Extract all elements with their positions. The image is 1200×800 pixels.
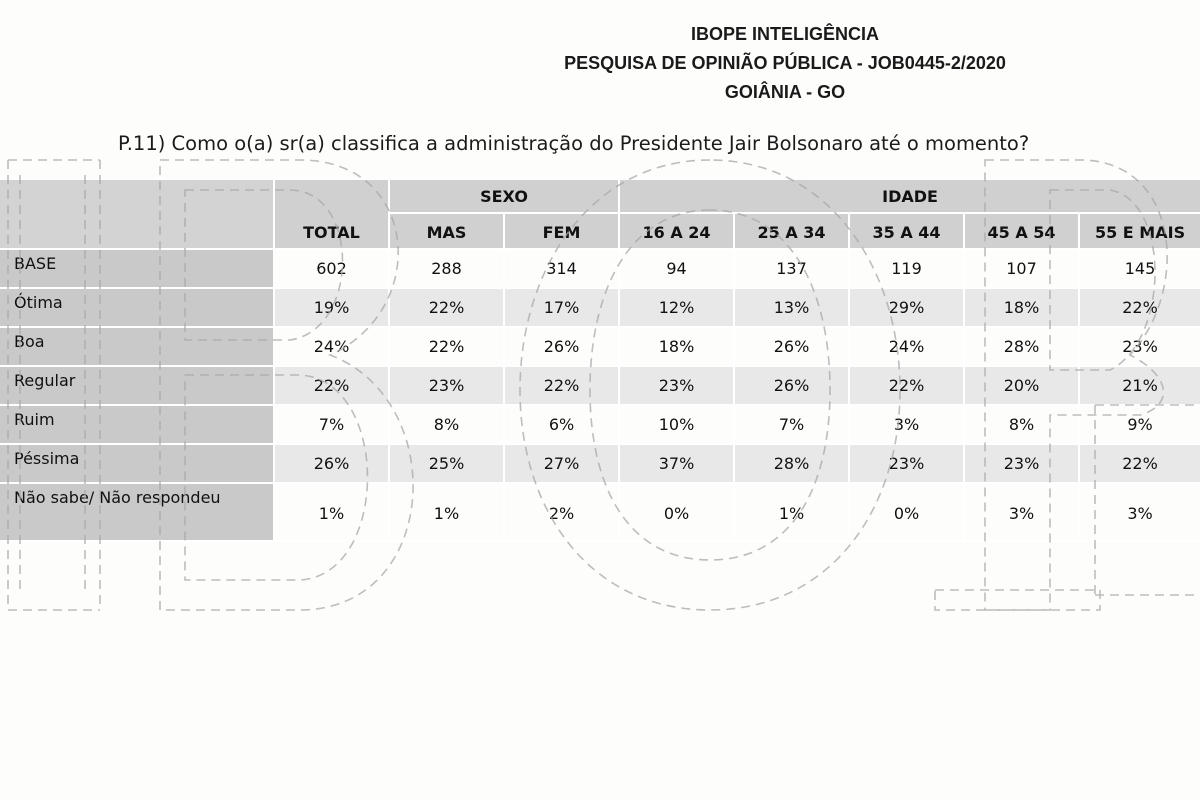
table-cell: 12% bbox=[619, 288, 734, 327]
table-cell: 94 bbox=[619, 249, 734, 288]
table-row-regular bbox=[0, 366, 1200, 405]
table-cell: 2% bbox=[504, 483, 619, 541]
table-cell: 23% bbox=[964, 444, 1079, 483]
table-cell: 7% bbox=[734, 405, 849, 444]
table-cell: 602 bbox=[274, 249, 389, 288]
table-cell: 0% bbox=[619, 483, 734, 541]
row-label: Boa bbox=[0, 327, 274, 366]
table-cell: 3% bbox=[964, 483, 1079, 541]
table-cell: 23% bbox=[389, 366, 504, 405]
table-cell: 26% bbox=[734, 366, 849, 405]
table-row-boa bbox=[0, 327, 1200, 366]
row-label: Ruim bbox=[0, 405, 274, 444]
group-header-sexo: SEXO bbox=[389, 180, 619, 213]
survey-title: PESQUISA DE OPINIÃO PÚBLICA - JOB0445-2/2020 bbox=[564, 53, 1006, 73]
results-table bbox=[0, 180, 1200, 542]
table-cell: 22% bbox=[1079, 288, 1200, 327]
table-cell: 3% bbox=[1079, 483, 1200, 541]
table-cell: 21% bbox=[1079, 366, 1200, 405]
table-row-ruim bbox=[0, 405, 1200, 444]
table-cell: 145 bbox=[1079, 249, 1200, 288]
table-row-nao-sabe bbox=[0, 483, 1200, 541]
table-cell: 27% bbox=[504, 444, 619, 483]
table-cell: 119 bbox=[849, 249, 964, 288]
table-cell: 22% bbox=[389, 327, 504, 366]
table-cell: 17% bbox=[504, 288, 619, 327]
row-label: BASE bbox=[0, 249, 274, 288]
question-text: P.11) Como o(a) sr(a) classifica a administração do Presidente Jair Bolsonaro até o momento? bbox=[118, 132, 1030, 155]
table-cell: 24% bbox=[274, 327, 389, 366]
table-cell: 20% bbox=[964, 366, 1079, 405]
table-cell: 1% bbox=[389, 483, 504, 541]
table-cell: 137 bbox=[734, 249, 849, 288]
table-cell: 28% bbox=[964, 327, 1079, 366]
table-cell: 13% bbox=[734, 288, 849, 327]
table-cell: 288 bbox=[389, 249, 504, 288]
institute-title: IBOPE INTELIGÊNCIA bbox=[690, 24, 879, 44]
table-cell: 23% bbox=[1079, 327, 1200, 366]
col-header-16-24: 16 A 24 bbox=[619, 213, 734, 249]
table-cell: 22% bbox=[1079, 444, 1200, 483]
col-header-55-mais: 55 E MAIS bbox=[1079, 213, 1200, 249]
table-cell: 26% bbox=[734, 327, 849, 366]
table-cell: 26% bbox=[504, 327, 619, 366]
table-cell: 22% bbox=[274, 366, 389, 405]
col-header-35-44: 35 A 44 bbox=[849, 213, 964, 249]
table-cell: 3% bbox=[849, 405, 964, 444]
table-cell: 0% bbox=[849, 483, 964, 541]
table-cell: 107 bbox=[964, 249, 1079, 288]
report-header bbox=[0, 20, 1200, 107]
col-header-total: TOTAL bbox=[274, 180, 389, 249]
table-cell: 19% bbox=[274, 288, 389, 327]
row-label: Ótima bbox=[0, 288, 274, 327]
table-cell: 23% bbox=[849, 444, 964, 483]
table-cell: 18% bbox=[619, 327, 734, 366]
table-row-base bbox=[0, 249, 1200, 288]
table-cell: 23% bbox=[619, 366, 734, 405]
table-cell: 10% bbox=[619, 405, 734, 444]
table-cell: 1% bbox=[274, 483, 389, 541]
table-cell: 8% bbox=[389, 405, 504, 444]
table-cell: 22% bbox=[849, 366, 964, 405]
table-cell: 18% bbox=[964, 288, 1079, 327]
col-header-25-34: 25 A 34 bbox=[734, 213, 849, 249]
row-label: Péssima bbox=[0, 444, 274, 483]
col-header-fem: FEM bbox=[504, 213, 619, 249]
table-cell: 29% bbox=[849, 288, 964, 327]
table-cell: 1% bbox=[734, 483, 849, 541]
table-cell: 22% bbox=[389, 288, 504, 327]
table-cell: 9% bbox=[1079, 405, 1200, 444]
col-header-mas: MAS bbox=[389, 213, 504, 249]
table-cell: 37% bbox=[619, 444, 734, 483]
table-cell: 314 bbox=[504, 249, 619, 288]
row-label: Regular bbox=[0, 366, 274, 405]
row-label: Não sabe/ Não respondeu bbox=[0, 483, 274, 541]
table-cell: 24% bbox=[849, 327, 964, 366]
location-title: GOIÂNIA - GO bbox=[724, 82, 846, 102]
col-header-45-54: 45 A 54 bbox=[964, 213, 1079, 249]
table-row-pessima bbox=[0, 444, 1200, 483]
group-header-idade: IDADE bbox=[619, 180, 1200, 213]
table-cell: 28% bbox=[734, 444, 849, 483]
table-cell: 7% bbox=[274, 405, 389, 444]
table-cell: 8% bbox=[964, 405, 1079, 444]
corner-cell bbox=[0, 180, 274, 249]
table-cell: 25% bbox=[389, 444, 504, 483]
table-cell: 26% bbox=[274, 444, 389, 483]
table-row-otima bbox=[0, 288, 1200, 327]
table-cell: 6% bbox=[504, 405, 619, 444]
table-cell: 22% bbox=[504, 366, 619, 405]
